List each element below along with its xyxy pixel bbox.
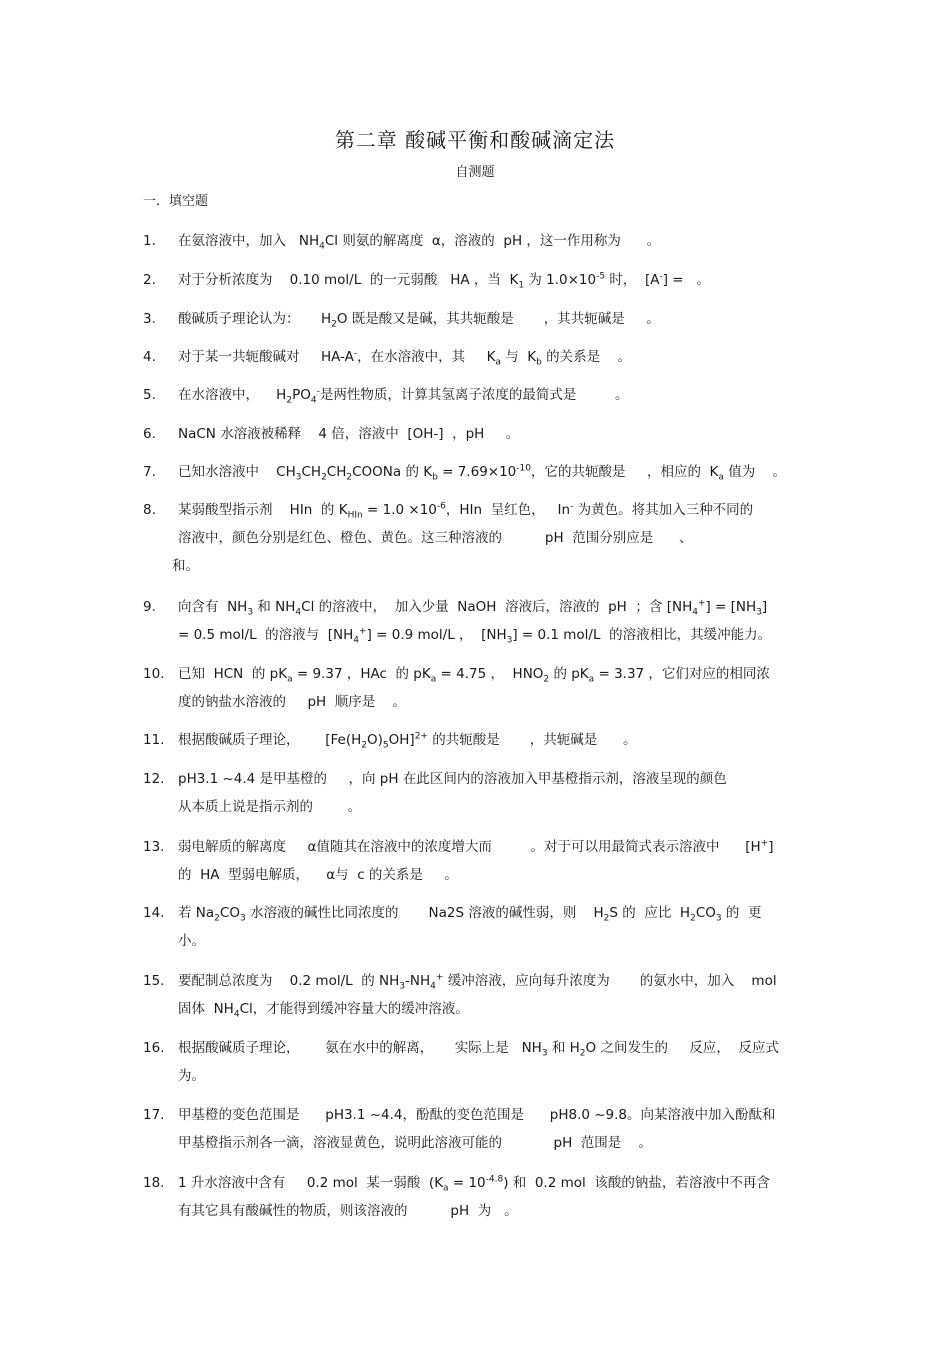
question-item bbox=[143, 420, 833, 448]
question-line: 弱电解质的解离度 α值随其在溶液中的浓度增大而 。对于可以用最简式表示溶液中 [H+] bbox=[178, 838, 774, 855]
question-text bbox=[178, 420, 833, 448]
question-line: 和。 bbox=[172, 558, 199, 574]
question-number: 2. bbox=[143, 272, 156, 288]
question-text bbox=[178, 660, 833, 716]
question-text bbox=[178, 305, 833, 333]
question-item bbox=[143, 833, 833, 889]
question-line: 某弱酸型指示剂 HIn 的 $K_{HIn} = 1.0 \times 10^{-6}$，HIn 呈红色， In- 为黄色。将其加入三种不同的 bbox=[178, 501, 754, 521]
question-item bbox=[143, 726, 833, 754]
question-number: 5. bbox=[143, 387, 156, 403]
question-line: 要配制总浓度为 0.2 mol/L 的 $NH_3-NH_4^+$ 缓冲溶液，应向每升浓度为 的氨水中，加入 mol bbox=[178, 972, 777, 992]
question-text bbox=[178, 381, 833, 409]
question-line: 甲基橙指示剂各一滴，溶液显黄色，说明此溶液可能的 pH 范围是 。 bbox=[178, 1135, 652, 1151]
question-item bbox=[143, 967, 833, 1023]
question-item bbox=[143, 765, 833, 821]
question-line: 酸碱质子理论认为： $H_2O$ 既是酸又是碱，其共轭酸是 ，其共轭碱是 。 bbox=[178, 311, 660, 330]
question-text bbox=[178, 967, 833, 1023]
question-number: 18. bbox=[143, 1175, 165, 1191]
question-line: 1 升水溶液中含有 0.2 mol 某一弱酸 $(K_a = 10^{-4.8})$ 和 0.2 mol 该酸的钠盐，若溶液中不再含 bbox=[178, 1174, 770, 1194]
question-number: 1. bbox=[143, 233, 156, 249]
question-item bbox=[143, 899, 833, 955]
question-text bbox=[178, 833, 833, 889]
question-text bbox=[178, 343, 833, 371]
question-line: 溶液中，颜色分别是红色、橙色、黄色。这三种溶液的 pH 范围分别应是 、 bbox=[178, 530, 693, 546]
question-number: 4. bbox=[143, 349, 156, 365]
question-number: 15. bbox=[143, 973, 165, 989]
question-line: = 0.5 mol/L 的溶液与 $[NH_4^+] = 0.9$ mol/L ， $[NH_3] = 0.1$ mol/L 的溶液相比，其缓冲能力。 bbox=[178, 626, 772, 646]
question-line: NaCN 水溶液被稀释 4 倍，溶液中 [OH-] ，pH 。 bbox=[178, 426, 520, 442]
section-heading: 一．填空题 bbox=[143, 194, 209, 209]
question-line: 已知 HCN 的 $pK_a = 9.37$ ，HAc 的 $pK_a = 4.75$ ， $HNO_2$ 的 $pK_a = 3.37$ ，它们对应的相同浓 bbox=[178, 666, 770, 685]
question-number: 12. bbox=[143, 771, 165, 787]
question-number: 3. bbox=[143, 311, 156, 327]
question-number: 7. bbox=[143, 464, 156, 480]
question-line: 从本质上说是指示剂的 。 bbox=[178, 799, 361, 815]
subtitle: 自测题 bbox=[455, 165, 495, 180]
question-number: 16. bbox=[143, 1040, 165, 1056]
question-item bbox=[143, 1169, 833, 1225]
question-item bbox=[143, 660, 833, 716]
question-item bbox=[143, 1034, 833, 1090]
question-line: 向含有 $NH_3$ 和 $NH_4Cl$ 的溶液中， 加入少量 NaOH 溶液后，溶液的 pH ；含 $[NH_4^+] = [NH_3]$ bbox=[178, 598, 768, 618]
question-text bbox=[178, 227, 833, 255]
question-line: 已知水溶液中 $CH_3CH_2CH_2COONa$ 的 $K_b = 7.69\times 10^{-10}$，它的共轭酸是 ，相应的 $K_a$ 值为 。 bbox=[178, 463, 786, 483]
question-text bbox=[178, 1101, 833, 1157]
question-text bbox=[178, 593, 833, 649]
question-text bbox=[178, 765, 833, 821]
question-text bbox=[178, 458, 833, 486]
question-item bbox=[143, 266, 833, 294]
question-line: 小。 bbox=[178, 933, 205, 949]
question-number: 8. bbox=[143, 502, 156, 518]
question-line: 有其它具有酸碱性的物质，则该溶液的 pH 为 。 bbox=[178, 1203, 518, 1219]
question-number: 9. bbox=[143, 599, 156, 615]
question-item bbox=[143, 458, 833, 486]
question-text bbox=[178, 266, 833, 294]
question-line: 度的钠盐水溶液的 pH 顺序是 。 bbox=[178, 694, 406, 710]
question-number: 17. bbox=[143, 1107, 165, 1123]
question-text bbox=[172, 496, 833, 580]
question-line: 为。 bbox=[178, 1068, 205, 1084]
question-item bbox=[143, 593, 833, 649]
question-item bbox=[143, 381, 833, 409]
question-item bbox=[143, 305, 833, 333]
question-text bbox=[178, 899, 833, 955]
question-line: 的 HA 型弱电解质， α与 c 的关系是 。 bbox=[178, 867, 458, 883]
question-text bbox=[178, 1034, 833, 1090]
question-item bbox=[143, 343, 833, 371]
question-number: 6. bbox=[143, 426, 156, 442]
question-line: 对于某一共轭酸碱对 HA-A-，在水溶液中，其 $K_a$ 与 $K_b$ 的关系是 。 bbox=[178, 348, 631, 368]
question-number: 10. bbox=[143, 666, 165, 682]
question-line: pH3.1 ~4.4 是甲基橙的 ，向 pH 在此区间内的溶液加入甲基橙指示剂，溶液呈现的颜色 bbox=[178, 771, 727, 787]
question-line: 根据酸碱质子理论， 氨在水中的解离， 实际上是 $NH_3$ 和 $H_2O$ 之间发生的 反应， 反应式 bbox=[178, 1040, 779, 1059]
question-text bbox=[178, 726, 833, 754]
question-line: 在氨溶液中，加入 $NH_4Cl$ 则氨的解离度 α，溶液的 pH ，这一作用称为 。 bbox=[178, 233, 661, 252]
question-text bbox=[178, 1169, 833, 1225]
chapter-title: 第二章 酸碱平衡和酸碱滴定法 bbox=[334, 128, 616, 152]
question-line: 在水溶液中， $H_2PO_4^-$是两性物质，计算其氢离子浓度的最简式是 。 bbox=[178, 386, 629, 406]
question-item bbox=[143, 1101, 833, 1157]
question-line: 固体 $NH_4Cl$，才能得到缓冲容量大的缓冲溶液。 bbox=[178, 1001, 469, 1020]
question-item bbox=[143, 227, 833, 255]
question-line: 甲基橙的变色范围是 pH3.1 ~4.4，酚酞的变色范围是 pH8.0 ~9.8。向某溶液中加入酚酞和 bbox=[178, 1107, 776, 1123]
question-line: 若 $Na_2CO_3$ 水溶液的碱性比同浓度的 Na2S 溶液的碱性弱，则 $H_2S$ 的 应比 $H_2CO_3$ 的 更 bbox=[178, 905, 762, 924]
question-line: 对于分析浓度为 0.10 mol/L 的一元弱酸 HA ，当 $K_1$ 为 $1.0\times 10^{-5}$ 时， [A-] = 。 bbox=[178, 271, 710, 291]
question-line: 根据酸碱质子理论， $[Fe(H_2O)_5OH]^{2+}$ 的共轭酸是 ，共轭碱是 。 bbox=[178, 731, 637, 751]
question-number: 13. bbox=[143, 839, 165, 855]
question-item bbox=[143, 496, 833, 580]
question-number: 11. bbox=[143, 732, 165, 748]
question-number: 14. bbox=[143, 905, 165, 921]
